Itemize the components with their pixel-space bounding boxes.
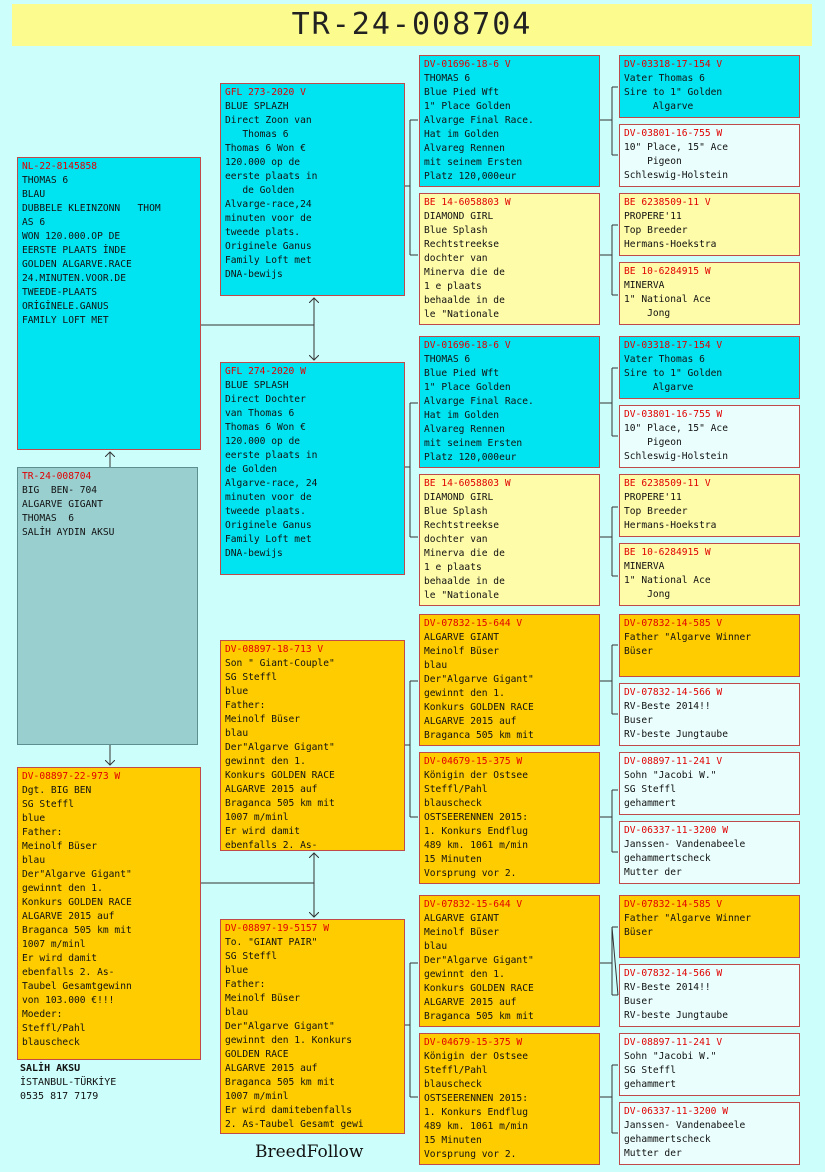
- dam-card[interactable]: [17, 767, 201, 1060]
- pigeon-details: Janssen- Vandenabeele gehammertscheck Mutter der: [624, 839, 746, 878]
- great-grandparent-card[interactable]: [419, 895, 600, 1027]
- pigeon-details: DIAMOND GIRL Blue Splash Rechtstreekse dochter van Minerva die de 1 e plaats behaalde in de le "Nationale: [424, 211, 505, 320]
- ring-number: BE 14-6058803 W: [424, 197, 511, 208]
- ancestor-card[interactable]: [619, 683, 800, 746]
- sire-details: THOMAS 6 BLAU DUBBELE KLEINZONN THOM AS 6 WON 120.000.OP DE EERSTE PLAATS İNDE GOLDEN ALGARVE.RACE 24.MINUTEN.VOOR.DE TWEEDE-PLAATS ORİGİNELE.GANUS FAMILY LOFT MET: [22, 175, 161, 326]
- ring-number: BE 14-6058803 W: [424, 478, 511, 489]
- ring-number: DV-07832-14-585 V: [624, 618, 723, 629]
- ring-number: DV-08897-11-241 V: [624, 756, 723, 767]
- pigeon-details: PROPERE'11 Top Breeder Hermans-Hoekstra: [624, 211, 717, 250]
- ancestor-card[interactable]: [619, 543, 800, 606]
- pigeon-details: ALGARVE GIANT Meinolf Büser blau Der"Algarve Gigant" gewinnt den 1. Konkurs GOLDEN RACE ALGARVE 2015 auf Braganca 505 km mit: [424, 632, 534, 741]
- grandsire-maternal-card[interactable]: [220, 640, 405, 851]
- ancestor-card[interactable]: [619, 336, 800, 399]
- pigeon-details: THOMAS 6 Blue Pied Wft 1" Place Golden Alvarge Final Race. Hat im Golden Alvareg Rennen mit seinem Ersten Platz 120,000eur: [424, 73, 534, 182]
- sire-ring-number: NL-22-8145858: [22, 161, 98, 172]
- ring-number: DV-03801-16-755 W: [624, 409, 723, 420]
- ring-number: BE 10-6284915 W: [624, 266, 711, 277]
- ancestor-card[interactable]: [619, 895, 800, 958]
- owner-info: [20, 1062, 116, 1104]
- great-grandparent-card[interactable]: [419, 336, 600, 468]
- ancestor-card[interactable]: [619, 821, 800, 884]
- pigeon-details: 10" Place, 15" Ace Pigeon Schleswig-Holstein: [624, 142, 728, 181]
- ancestor-card[interactable]: [619, 193, 800, 256]
- ancestor-card[interactable]: [619, 1033, 800, 1096]
- subject-details: BIG BEN- 704 ALGARVE GIGANT THOMAS 6 SALİH AYDIN AKSU: [22, 485, 115, 538]
- ancestor-card[interactable]: [619, 405, 800, 468]
- pigeon-details: Königin der Ostsee Steffl/Pahl blauscheck OSTSEERENNEN 2015: 1. Konkurs Endflug 489 km. 1061 m/min 15 Minuten Vorsprung vor 2.: [424, 770, 528, 879]
- ring-number: DV-08897-19-5157 W: [225, 923, 329, 934]
- pigeon-details: To. "GIANT PAIR" SG Steffl blue Father: Meinolf Büser blau Der"Algarve Gigant" gewinnt den 1. Konkurs GOLDEN RACE ALGARVE 2015 auf Braganca 505 km mit 1007 m/minl Er wird damitebenfalls 2. As-Taubel Gesamt gewi: [225, 937, 364, 1130]
- granddam-paternal-card[interactable]: [220, 362, 405, 575]
- pigeon-details: Sohn "Jacobi W." SG Steffl gehammert: [624, 1051, 717, 1090]
- ring-number: DV-01696-18-6 V: [424, 340, 511, 351]
- ring-number: DV-03801-16-755 W: [624, 128, 723, 139]
- ring-number: DV-08897-18-713 V: [225, 644, 324, 655]
- pigeon-details: Vater Thomas 6 Sire to 1" Golden Algarve: [624, 73, 723, 112]
- ring-number: DV-04679-15-375 W: [424, 1037, 523, 1048]
- ring-number: DV-06337-11-3200 W: [624, 825, 728, 836]
- pigeon-details: PROPERE'11 Top Breeder Hermans-Hoekstra: [624, 492, 717, 531]
- ring-number: DV-03318-17-154 V: [624, 340, 723, 351]
- ring-number: BE 10-6284915 W: [624, 547, 711, 558]
- breedfollow-footer: BreedFollow: [255, 1142, 364, 1162]
- ancestor-card[interactable]: [619, 1102, 800, 1165]
- sire-card[interactable]: [17, 157, 201, 450]
- great-grandparent-card[interactable]: [419, 1033, 600, 1165]
- ring-number: DV-07832-14-566 W: [624, 968, 723, 979]
- ancestor-card[interactable]: [619, 614, 800, 677]
- ring-number: BE 6238509-11 V: [624, 478, 711, 489]
- ring-number: DV-07832-15-644 V: [424, 899, 523, 910]
- pigeon-details: Königin der Ostsee Steffl/Pahl blauscheck OSTSEERENNEN 2015: 1. Konkurs Endflug 489 km. 1061 m/min 15 Minuten Vorsprung vor 2.: [424, 1051, 528, 1160]
- subject-pigeon-card[interactable]: [17, 467, 198, 745]
- pigeon-details: RV-Beste 2014!! Buser RV-beste Jungtaube: [624, 982, 728, 1021]
- pigeon-details: Vater Thomas 6 Sire to 1" Golden Algarve: [624, 354, 723, 393]
- pigeon-details: Father "Algarve Winner Büser: [624, 913, 752, 938]
- pigeon-details: Son " Giant-Couple" SG Steffl blue Father: Meinolf Büser blau Der"Algarve Gigant" gewinnt den 1. Konkurs GOLDEN RACE ALGARVE 2015 auf Braganca 505 km mit 1007 m/minl Er wird damit ebenfalls 2. As-: [225, 658, 335, 851]
- ancestor-card[interactable]: [619, 964, 800, 1027]
- ring-number: DV-01696-18-6 V: [424, 59, 511, 70]
- pigeon-details: 10" Place, 15" Ace Pigeon Schleswig-Holstein: [624, 423, 728, 462]
- great-grandparent-card[interactable]: [419, 55, 600, 187]
- pigeon-details: BLUE SPLASH Direct Dochter van Thomas 6 Thomas 6 Won € 120.000 op de eerste plaats in de Golden Algarve-race, 24 minuten voor de tweede plaats. Originele Ganus Family Loft met DNA-bewijs: [225, 380, 318, 559]
- great-grandparent-card[interactable]: [419, 193, 600, 325]
- dam-ring-number: DV-08897-22-973 W: [22, 771, 121, 782]
- ring-number: DV-07832-14-585 V: [624, 899, 723, 910]
- ring-number: DV-07832-15-644 V: [424, 618, 523, 629]
- great-grandparent-card[interactable]: [419, 614, 600, 746]
- pigeon-details: MINERVA 1" National Ace Jong: [624, 561, 711, 600]
- ancestor-card[interactable]: [619, 124, 800, 187]
- ancestor-card[interactable]: [619, 55, 800, 118]
- pigeon-details: Father "Algarve Winner Büser: [624, 632, 752, 657]
- ring-number: GFL 273-2020 V: [225, 87, 306, 98]
- pigeon-details: RV-Beste 2014!! Buser RV-beste Jungtaube: [624, 701, 728, 740]
- great-grandparent-card[interactable]: [419, 474, 600, 606]
- ancestor-card[interactable]: [619, 752, 800, 815]
- ring-number: DV-08897-11-241 V: [624, 1037, 723, 1048]
- pigeon-details: ALGARVE GIANT Meinolf Büser blau Der"Algarve Gigant" gewinnt den 1. Konkurs GOLDEN RACE ALGARVE 2015 auf Braganca 505 km mit: [424, 913, 534, 1022]
- pedigree-title: TR-24-008704: [12, 4, 812, 46]
- ancestor-card[interactable]: [619, 474, 800, 537]
- dam-details: Dgt. BIG BEN SG Steffl blue Father: Meinolf Büser blau Der"Algarve Gigant" gewinnt den 1. Konkurs GOLDEN RACE ALGARVE 2015 auf Braganca 505 km mit 1007 m/minl Er wird damit ebenfalls 2. As- Taubel Gesamtgewinn von 103.000 €!!! Moeder: Steffl/Pahl blauscheck: [22, 785, 132, 1048]
- pigeon-details: THOMAS 6 Blue Pied Wft 1" Place Golden Alvarge Final Race. Hat im Golden Alvareg Rennen mit seinem Ersten Platz 120,000eur: [424, 354, 534, 463]
- ancestor-card[interactable]: [619, 262, 800, 325]
- pigeon-details: MINERVA 1" National Ace Jong: [624, 280, 711, 319]
- ring-number: BE 6238509-11 V: [624, 197, 711, 208]
- owner-name: SALİH AKSU: [20, 1063, 81, 1074]
- ring-number: DV-03318-17-154 V: [624, 59, 723, 70]
- great-grandparent-card[interactable]: [419, 752, 600, 884]
- ring-number: DV-07832-14-566 W: [624, 687, 723, 698]
- owner-phone: 0535 817 7179: [20, 1091, 99, 1102]
- ring-number: DV-06337-11-3200 W: [624, 1106, 728, 1117]
- grandsire-paternal-card[interactable]: [220, 83, 405, 296]
- subject-ring-number: TR-24-008704: [22, 471, 92, 482]
- pigeon-details: DIAMOND GIRL Blue Splash Rechtstreekse dochter van Minerva die de 1 e plaats behaalde in de le "Nationale: [424, 492, 505, 601]
- granddam-maternal-card[interactable]: [220, 919, 405, 1134]
- pigeon-details: Sohn "Jacobi W." SG Steffl gehammert: [624, 770, 717, 809]
- pigeon-details: BLUE SPLAZH Direct Zoon van Thomas 6 Thomas 6 Won € 120.000 op de eerste plaats in de Golden Alvarge-race,24 minuten voor de tweede plats. Originele Ganus Family Loft met DNA-bewijs: [225, 101, 318, 280]
- ring-number: GFL 274-2020 W: [225, 366, 306, 377]
- pigeon-details: Janssen- Vandenabeele gehammertscheck Mutter der: [624, 1120, 746, 1159]
- ring-number: DV-04679-15-375 W: [424, 756, 523, 767]
- owner-location: İSTANBUL-TÜRKİYE: [20, 1077, 117, 1088]
